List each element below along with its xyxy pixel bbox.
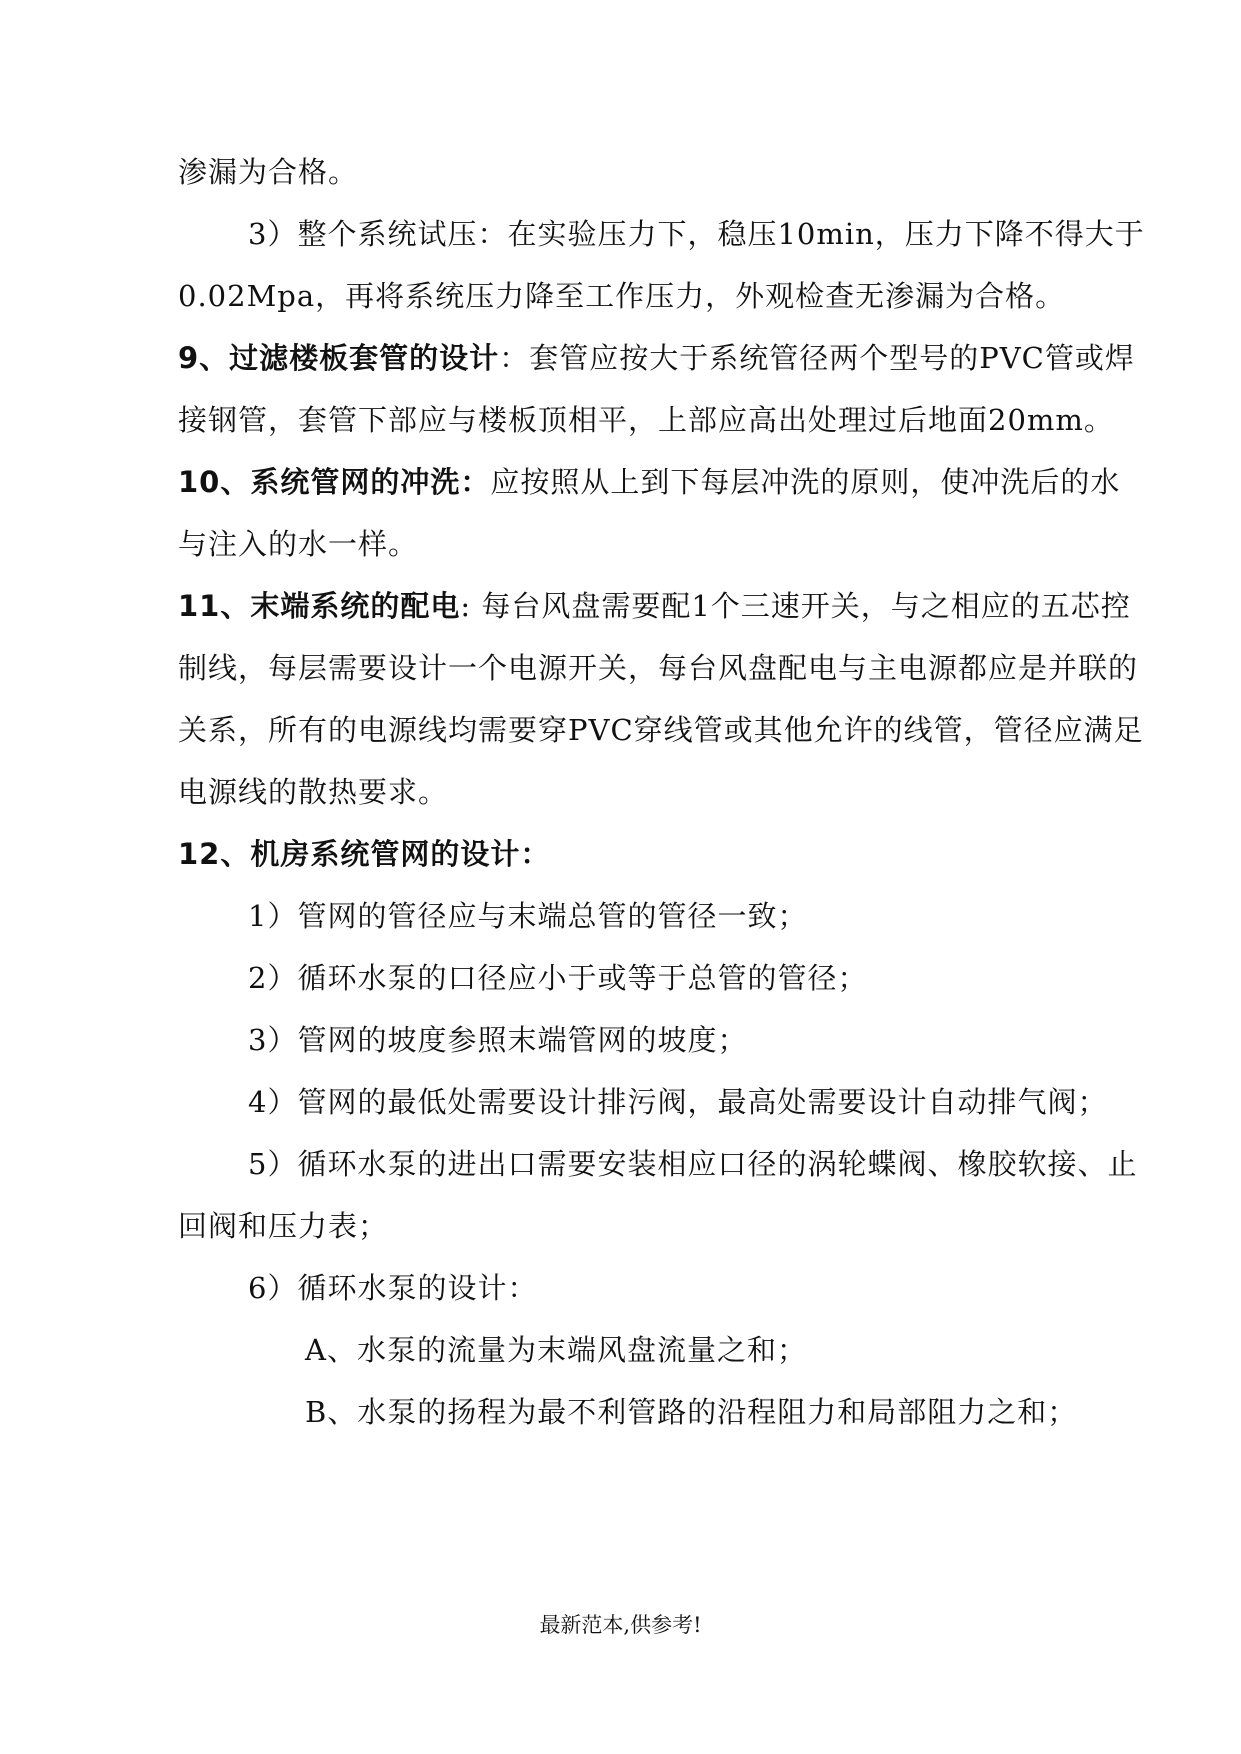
sub-list-item: B、水泵的扬程为最不利管路的沿程阻力和局部阻力之和； [305, 1395, 1078, 1429]
paragraph-line: 3）整个系统试压：在实验压力下，稳压10min，压力下降不得大于 [248, 217, 1145, 251]
section-heading: 11、末端系统的配电 [178, 589, 461, 623]
paragraph-line: 与注入的水一样。 [178, 527, 419, 561]
section-12-line [178, 834, 1118, 874]
page-footer: 最新范本,供参考! [539, 1613, 702, 1637]
list-item: 1）管网的管径应与末端总管的管径一致； [248, 899, 808, 933]
paragraph-line: 接钢管，套管下部应与楼板顶相平，上部应高出处理过后地面20mm。 [178, 403, 1114, 437]
section-heading: 12、机房系统管网的设计： [178, 837, 551, 871]
list-item: 5）循环水泵的进出口需要安装相应口径的涡轮蝶阀、橡胶软接、止 [248, 1147, 1138, 1181]
list-item: 4）管网的最低处需要设计排污阀，最高处需要设计自动排气阀； [248, 1085, 1108, 1119]
paragraph-line: 关系，所有的电源线均需要穿PVC穿线管或其他允许的线管，管径应满足 [178, 713, 1144, 747]
section-heading: 9、过滤楼板套管的设计 [178, 341, 500, 375]
paragraph-line: 电源线的散热要求。 [178, 775, 449, 809]
section-9-line: 9、过滤楼板套管的设计：套管应按大于系统管径两个型号的PVC管或焊 [178, 341, 1135, 375]
section-10-line: 10、系统管网的冲洗：应按照从上到下每层冲洗的原则，使冲洗后的水 [178, 465, 1121, 499]
section-11-line: 11、末端系统的配电: 每台风盘需要配1个三速开关，与之相应的五芯控 [178, 589, 1131, 623]
list-item: 6）循环水泵的设计： [248, 1271, 538, 1305]
list-item: 3）管网的坡度参照末端管网的坡度； [248, 1023, 748, 1057]
paragraph-line: 制线，每层需要设计一个电源开关，每台风盘配电与主电源都应是并联的 [178, 651, 1139, 685]
paragraph-line: 渗漏为合格。 [178, 155, 359, 189]
sub-list-item: A、水泵的流量为末端风盘流量之和； [305, 1333, 807, 1367]
paragraph-line: 回阀和压力表； [178, 1209, 389, 1243]
paragraph-line: 0.02Mpa，再将系统压力降至工作压力，外观检查无渗漏为合格。 [178, 279, 1066, 313]
list-item: 2）循环水泵的口径应小于或等于总管的管径； [248, 961, 868, 995]
section-heading: 10、系统管网的冲洗： [178, 465, 491, 499]
